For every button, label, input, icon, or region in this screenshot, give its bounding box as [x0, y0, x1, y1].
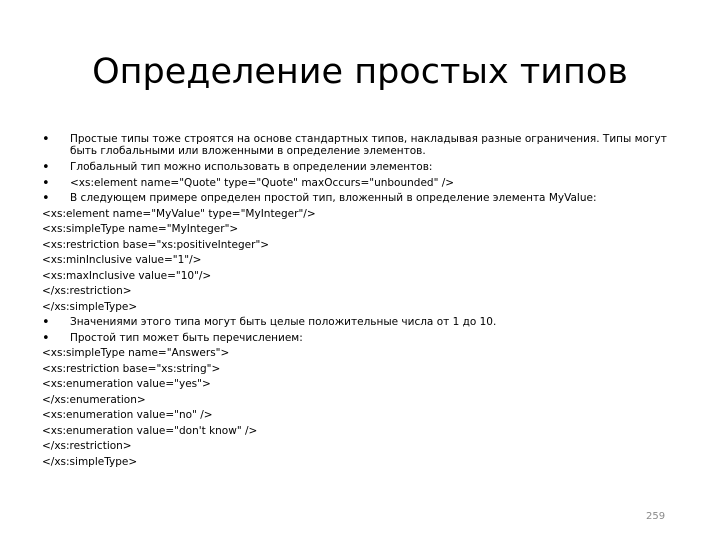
bullet-icon: •	[42, 330, 50, 346]
code-line: </xs:restriction>	[42, 440, 132, 452]
code-line: <xs:restriction base="xs:string">	[42, 362, 221, 375]
bullet-item	[42, 191, 672, 207]
code-line: </xs:simpleType>	[42, 455, 138, 468]
code-line: <xs:enumeration value="no" />	[42, 409, 213, 421]
bullet-icon: •	[42, 160, 50, 175]
bullet-icon: •	[42, 191, 50, 206]
code-line: <xs:simpleType name="MyInteger">	[42, 223, 239, 235]
code-line: <xs:maxInclusive value="10"/>	[42, 269, 212, 282]
code-line: </xs:restriction>	[42, 285, 132, 297]
page-number: 259	[646, 511, 666, 522]
code-line: <xs:enumeration value="yes">	[42, 378, 211, 390]
slide-title: Определение простых типов	[92, 52, 628, 92]
bullet-text: В следующем примере определен простой тип, вложенный в определение элемента MyValue:	[70, 192, 597, 204]
code-line: <xs:enumeration value="don't know" />	[42, 424, 258, 437]
code-line: </xs:enumeration>	[42, 393, 146, 406]
bullet-item	[42, 315, 672, 331]
bullet-text: Простой тип может быть перечислением:	[70, 331, 303, 344]
code-line: <xs:restriction base="xs:positiveInteger">	[42, 238, 270, 251]
code-line: <xs:element name="MyValue" type="MyInteger"/>	[42, 207, 316, 220]
bullet-icon: •	[42, 132, 50, 147]
bullet-text: <xs:element name="Quote" type="Quote" maxOccurs="unbounded" />	[70, 176, 455, 189]
bullet-item	[42, 160, 672, 176]
bullet-text: Глобальный тип можно использовать в определении элементов:	[70, 161, 433, 173]
bullet-item	[42, 176, 672, 192]
code-line: <xs:minInclusive value="1"/>	[42, 254, 202, 266]
code-line: </xs:simpleType>	[42, 300, 138, 313]
bullet-text: Значениями этого типа могут быть целые положительные числа от 1 до 10.	[70, 316, 497, 328]
bullet-item	[42, 331, 672, 347]
code-line: <xs:simpleType name="Answers">	[42, 347, 230, 359]
slide-content	[42, 133, 672, 470]
bullet-text: Простые типы тоже строятся на основе стандартных типов, накладывая разные ограничения. Типы могут быть глобальными или вложенными в определение элементов.	[70, 133, 667, 157]
bullet-icon: •	[42, 315, 50, 330]
bullet-icon: •	[42, 175, 50, 191]
bullet-item	[42, 133, 670, 160]
